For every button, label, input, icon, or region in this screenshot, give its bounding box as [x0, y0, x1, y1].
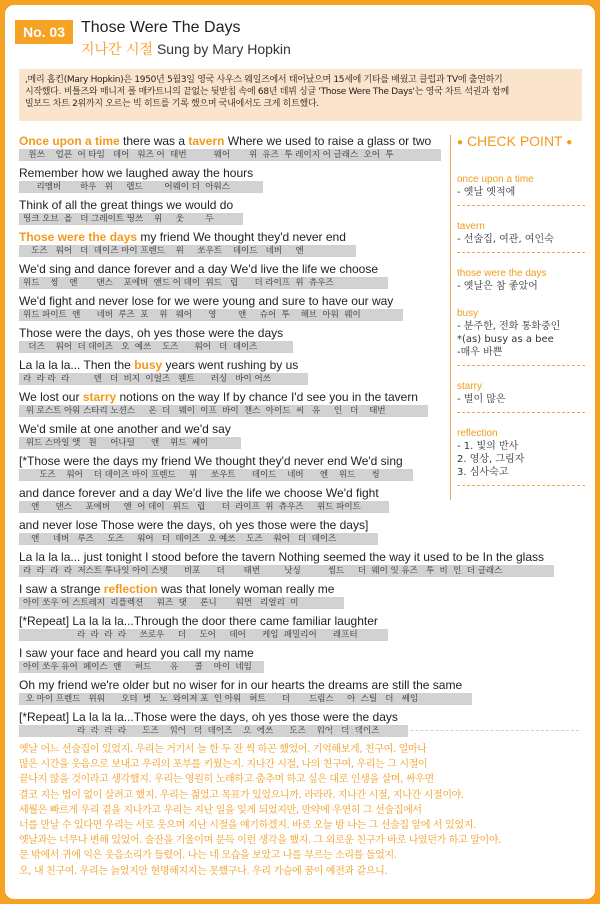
intro-line: 빌보드 차트 2위까지 오르는 빅 히트를 기록 했으며 국내에서도 크게 히트했다. [25, 99, 319, 109]
lyric-english [19, 326, 283, 340]
lyric-english [19, 294, 393, 308]
singer-credit: Sung by Mary Hopkin [156, 41, 291, 57]
lyric-english [19, 230, 346, 244]
lyric-highlight: reflection [103, 582, 158, 596]
lyric-text: notions on the way If by chance I'd see you in the tavern [116, 390, 418, 404]
lyric-text: Where we used to raise a glass or two [224, 134, 432, 148]
intro-line: 시작했다. 비틀즈와 매니저 폴 매카트니의 끝없는 뒷받침 속에 68년 데뷔 싱글 'Those Were The Days'는 영국 차트 석권과 함께 [25, 87, 509, 97]
check-point-term: tavern [457, 221, 485, 232]
check-point-definition: - 분주한, 전화 통화중인 [457, 321, 561, 332]
lyric-english [19, 518, 368, 532]
lyric-line [19, 613, 459, 645]
lyric-english [19, 358, 298, 372]
lyric-text: there was a [119, 134, 189, 148]
number-badge: No. 03 [15, 20, 73, 44]
lyric-text: Oh my friend we're older but no wiser for in our hearts the dreams are still the same [19, 678, 463, 692]
check-point-separator [457, 252, 585, 253]
lyric-english [19, 646, 254, 660]
lyric-text: I saw a strange [19, 582, 104, 596]
bullet-icon: ● [566, 137, 573, 148]
lyric-english [19, 262, 378, 276]
lyric-line [19, 549, 544, 581]
lyric-english [19, 550, 544, 564]
lyric-pronunciation: 도즈 워어 더 데이즈 마이 프렌드 위 쏘우트 데이드 네버 엔 [19, 245, 356, 257]
lyric-pronunciation: 라 라 라 라 쓰로우 더 도어 데어 케임 패밀리어 래프터 [19, 629, 388, 641]
lyric-english [19, 614, 378, 628]
check-point-separator [457, 485, 585, 486]
lyric-pronunciation: 앤 댄스 포에버 앤 어 데이 위드 립 더 라이프 위 츄우즈 위드 파이트 [19, 501, 389, 513]
lyric-text: was that lonely woman really me [157, 582, 335, 596]
check-point-item [457, 307, 587, 366]
check-point-definition: - 옛날은 참 좋았어 [457, 281, 538, 292]
lyric-line [19, 325, 459, 357]
check-point-term: once upon a time [457, 174, 534, 185]
translation-line: 많은 시간을 웃음으로 보내고 우리의 포부를 키웠는지. 지나간 시절, 나의 친구여, 우리는 그 시절이 [19, 759, 428, 771]
lyric-text: Those were the days, oh yes those were the days [19, 326, 284, 340]
lyric-pronunciation: 위드 스마일 앳 원 어나덜 앤 위드 쎄이 [19, 437, 241, 449]
intro-line: ,메리 홉킨(Mary Hopkin)은 1950년 5월3일 영국 사우스 웨일즈에서 태어났으며 15세에 기타를 배웠고 클럽과 TV에 출연하기 [25, 75, 503, 85]
lyric-line [19, 261, 459, 293]
lyric-pronunciation: 원쓰 업픈 어 타임 데어 워즈 어 태번 웨어 위 유즈 투 레이지 어 글래스 오어 투 [19, 149, 441, 161]
lyric-english [19, 422, 231, 436]
lyric-text: years went rushing by us [162, 358, 299, 372]
lyric-english [19, 582, 334, 596]
translation-line: 오, 내 친구여. 우리는 늙었지만 현명해지지는 못했구나. 우리 가슴에 꿈이 예전과 같으니. [19, 865, 388, 877]
intro-box [19, 69, 582, 121]
lyric-pronunciation: 위 로스트 아워 스타리 노션스 온 더 웨이 이프 바이 챈스 아이드 씨 유 인 더 태번 [19, 405, 428, 417]
lyric-english [19, 454, 403, 468]
check-point-term: starry [457, 381, 482, 392]
lyric-pronunciation: 아이 쏘우 어 스트레지 리플렉션 워즈 댓 론니 워먼 리얼리 미 [19, 597, 344, 609]
lyric-highlight: Those were the days [19, 230, 138, 244]
check-point-separator [457, 365, 585, 366]
lyric-line [19, 165, 459, 197]
check-point-definition: - 옛날 옛적에 [457, 187, 516, 198]
check-point-separator [457, 205, 585, 206]
lyric-line [19, 389, 459, 421]
lyric-highlight: tavern [188, 134, 225, 148]
lyric-pronunciation: 위드 파이트 앤 네버 루즈 포 위 웨어 영 앤 슈어 투 해브 아워 웨이 [19, 309, 403, 321]
lyric-pronunciation: 라 라 라 라 덴 더 비지 이얼즈 웬트 러싱 바이 어쓰 [19, 373, 308, 385]
check-point-definition: - 1. 빛의 반사 [457, 441, 519, 452]
lyric-line [19, 709, 459, 741]
lyric-sheet [5, 5, 595, 899]
korean-translation [19, 742, 585, 879]
check-point-term: reflection [457, 428, 498, 439]
check-point-definition: -매우 바쁜 [457, 347, 503, 358]
lyric-line [19, 453, 459, 485]
lyric-english [19, 390, 418, 404]
lyric-line [19, 677, 463, 709]
check-point-item [457, 173, 587, 206]
lyric-pronunciation: 리멤버 하우 위 랩드 어웨이 더 아워스 [19, 181, 263, 193]
lyric-line [19, 357, 459, 389]
check-point-item [457, 220, 587, 253]
lyric-line [19, 197, 459, 229]
check-point-item [457, 427, 587, 486]
lyric-text: We'd sing and dance forever and a day We'd live the life we choose [19, 262, 379, 276]
lyric-text: [*Repeat] La la la la...Through the door there came familiar laughter [19, 614, 378, 628]
lyric-english [19, 134, 431, 148]
lyric-text: We'd smile at one another and we'd say [19, 422, 231, 436]
translation-line: 옛날 어느 선술집이 있었지. 우리는 거기서 늘 한 두 잔 씩 하곤 했었어. 기억해보게, 친구여. 얼마나 [19, 744, 427, 755]
lyric-pronunciation: 라 라 라 라 저스트 투나잇 아이 스탯 비포 더 태번 낫싱 씸드 더 웨이 잇 유즈 투 비 인 더 글래스 [19, 565, 554, 577]
check-point-definition: *(as) busy as a bee [457, 334, 554, 345]
check-point-definition: - 선술집, 여관, 여인숙 [457, 234, 554, 245]
lyric-text: and never lose Those were the days, oh yes those were the days] [19, 518, 369, 532]
check-point-definition: 2. 영상, 그림자 [457, 454, 525, 465]
lyric-highlight: Once upon a time [19, 134, 120, 148]
lyric-pronunciation: 도즈 워어 더 데이즈 마이 프렌드 위 쏘우트 데이드 네버 엔 위드 씽 [19, 469, 413, 481]
check-point-term: those were the days [457, 268, 547, 279]
lyric-pronunciation: 위드 씽 앤 댄스 포에버 앤드 어 데이 위드 립 더 라이프 위 츄우즈 [19, 277, 388, 289]
check-point-item [457, 267, 587, 293]
lyric-pronunciation: 라 라 라 라 도즈 워어 더 데이즈 오 예쓰 도즈 워어 더 데이즈 [19, 725, 408, 737]
translation-line: 결코 지는 법이 없이 살려고 했지. 우리는 젊었고 목표가 있었으니까. 라라라. 지나간 시절, 지나간 시절이야. [19, 789, 464, 801]
lyric-english [19, 486, 379, 500]
check-point-list [457, 173, 587, 500]
lyric-text: Think of all the great things we would do [19, 198, 234, 212]
lyric-text: I saw your face and heard you call my name [19, 646, 254, 660]
translation-line: 너를 만날 수 있다면 우리는 서로 웃으며 지난 시절을 얘기하겠지. 바로 오늘 밤 나는 그 선술집 앞에 서 있었지. [19, 820, 476, 832]
lyric-pronunciation: 앤 네버 루즈 도즈 워어 더 데이즈 오 예쓰 도즈 워어 더 데이즈 [19, 533, 378, 545]
column-divider [450, 135, 451, 500]
lyric-line [19, 517, 459, 549]
lyric-highlight: starry [82, 390, 117, 404]
check-point-item [457, 380, 587, 413]
korean-title: 지나간 시절 [81, 42, 154, 58]
lyric-english [19, 166, 253, 180]
check-point-definition: 3. 심사숙고 [457, 467, 509, 478]
lyric-pronunciation: 더즈 워어 더 데이즈 오 예쓰 도즈 워어 더 데이즈 [19, 341, 293, 353]
lyric-english [19, 198, 233, 212]
lyric-text: my friend We thought they'd never end [137, 230, 346, 244]
check-point-term: busy [457, 308, 479, 319]
lyric-text: La la la la... Then the [19, 358, 135, 372]
lyric-text: and dance forever and a day We'd live the life we choose We'd fight [19, 486, 379, 500]
lyric-highlight: busy [134, 358, 163, 372]
check-point-separator [457, 412, 585, 413]
translation-line: 문 밖에서 귀에 익은 웃음소리가 들렸어. 나는 네 모습을 보았고 나를 부르는 소리를 들었지. [19, 850, 397, 862]
bullet-icon: ● [457, 137, 464, 148]
translation-line: 끝나지 않을 것이라고 생각했지. 우리는 영원히 노래하고 춤추며 하고 싶은 대로 인생을 살며, 싸우면 [19, 774, 434, 786]
lyric-text: We lost our [19, 390, 83, 404]
lyric-english [19, 678, 462, 692]
lyric-line [19, 229, 459, 261]
lyric-english [19, 710, 398, 724]
translation-line: 옛날과는 너무나 변해 있었어. 술잔을 기울이며 문득 이런 생각을 했지. 그 외로운 친구가 바로 나였던가 하고 말이야. [19, 835, 502, 847]
lyric-line [19, 645, 459, 677]
lyric-line [19, 293, 459, 325]
check-point-label: CHECK POINT [466, 133, 563, 149]
lyric-text: La la la la... just tonight I stood before the tavern Nothing seemed the way it used to be In the glass [19, 550, 544, 564]
lyric-text: Remember how we laughed away the hours [19, 166, 254, 180]
lyric-text: [*Those were the days my friend We thought they'd never end We'd sing [19, 454, 403, 468]
lyric-line [19, 485, 459, 517]
translation-line: 세월은 빠르게 우리 곁을 지나가고 우리는 지난 일을 잊게 되었지만, 만약에 우연히 그 선술집에서 [19, 804, 422, 816]
lyric-text: We'd fight and never lose for we were young and sure to have our way [19, 294, 394, 308]
lyric-text: [*Repeat] La la la la...Those were the days, oh yes those were the days [19, 710, 398, 724]
song-subtitle [81, 39, 291, 59]
lyric-pronunciation: 띵크 오브 올 더 그레이트 띵쓰 위 웃 두 [19, 213, 243, 225]
lyric-line [19, 581, 459, 613]
section-divider [19, 730, 579, 731]
check-point-title [457, 133, 572, 149]
lyric-line [19, 421, 459, 453]
lyric-pronunciation: 오 마이 프렌드 위워 오더 벗 노 와이저 포 인 아워 허트 더 드림스 아 스틸 더 쎄임 [19, 693, 472, 705]
song-title: Those Were The Days [81, 19, 241, 36]
lyric-pronunciation: 아이 쏘우 유어 페이스 앤 허드 유 콜 마이 네임 [19, 661, 264, 673]
lyric-line [19, 133, 459, 165]
check-point-definition: - 별이 많은 [457, 394, 506, 405]
